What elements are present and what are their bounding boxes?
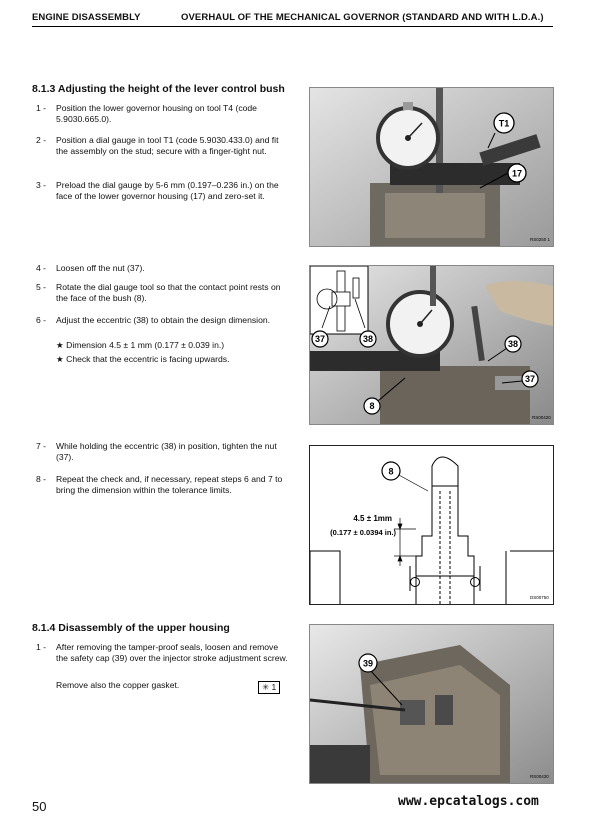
step-8: 8 - Repeat the check and, if necessary, repeat steps 6 and 7 to bring the dimension within the tolerance limits. [36,474,283,495]
figure-1-photo [309,87,554,247]
figure-3-drawing [309,445,554,605]
figure-code: DS00750 [530,595,549,600]
step-814-1: 1 - After removing the tamper-proof seals, loosen and remove the safety cap (39) over the injector stroke adjustment screw. [36,642,288,663]
callout-38-inset: 38 [362,334,374,344]
header-right: OVERHAUL OF THE MECHANICAL GOVERNOR (STANDARD AND WITH L.D.A.) [181,12,544,23]
callout-37-inset: 37 [314,334,326,344]
figure-code: RS0250 1 [530,237,551,242]
step-4: 4 - Loosen off the nut (37). [36,263,145,273]
page-number: 50 [32,799,47,814]
bullet-dimension: ★ Dimension 4.5 ± 1 mm (0.177 ± 0.039 in.) [56,340,225,350]
figure-2-photo [309,265,554,425]
header-left: ENGINE DISASSEMBLY [32,12,141,23]
callout-39: 39 [362,658,374,669]
bullet-check: ★ Check that the eccentric is facing upwards. [56,354,230,364]
website-link[interactable]: www.epcatalogs.com [398,794,539,809]
step-6: 6 - Adjust the eccentric (38) to obtain the design dimension. [36,315,271,325]
step-1: 1 - Position the lower governor housing on tool T4 (code 5.9030.665.0). [36,103,257,124]
header-rule [32,26,553,27]
callout-17: 17 [511,168,523,179]
figure-code: RS00420 [532,415,551,420]
figure-4-photo [309,624,554,784]
star-icon: ★ [56,354,64,364]
figure-code: RS00430 [530,774,549,779]
star-icon: ★ [56,340,64,350]
section-title-813: 8.1.3 Adjusting the height of the lever control bush [32,83,285,95]
section-title-814: 8.1.4 Disassembly of the upper housing [32,622,230,634]
step-5: 5 - Rotate the dial gauge tool so that the contact point rests on the face of the bush (8). [36,282,281,303]
callout-t1: T1 [498,118,510,129]
step-7: 7 - While holding the eccentric (38) in position, tighten the nut (37). [36,441,277,462]
step-2: 2 - Position a dial gauge in tool T1 (code 5.9030.433.0) and fit the assembly on the stud; secure with a finger-tight nut. [36,135,279,156]
callout-37: 37 [524,374,536,384]
callout-38: 38 [507,339,519,349]
step-3: 3 - Preload the dial gauge by 5-6 mm (0.197–0.236 in.) on the face of the lower governor housing (17) and zero-set it. [36,180,279,201]
dimension-mm: 4.5 ± 1mm [353,514,392,523]
step-814-extra: Remove also the copper gasket. [56,680,180,690]
callout-8: 8 [388,466,394,477]
dimension-in: (0.177 ± 0.0394 in.) [330,528,396,537]
reference-box: ✳ 1 [258,681,280,694]
callout-8: 8 [369,401,375,411]
